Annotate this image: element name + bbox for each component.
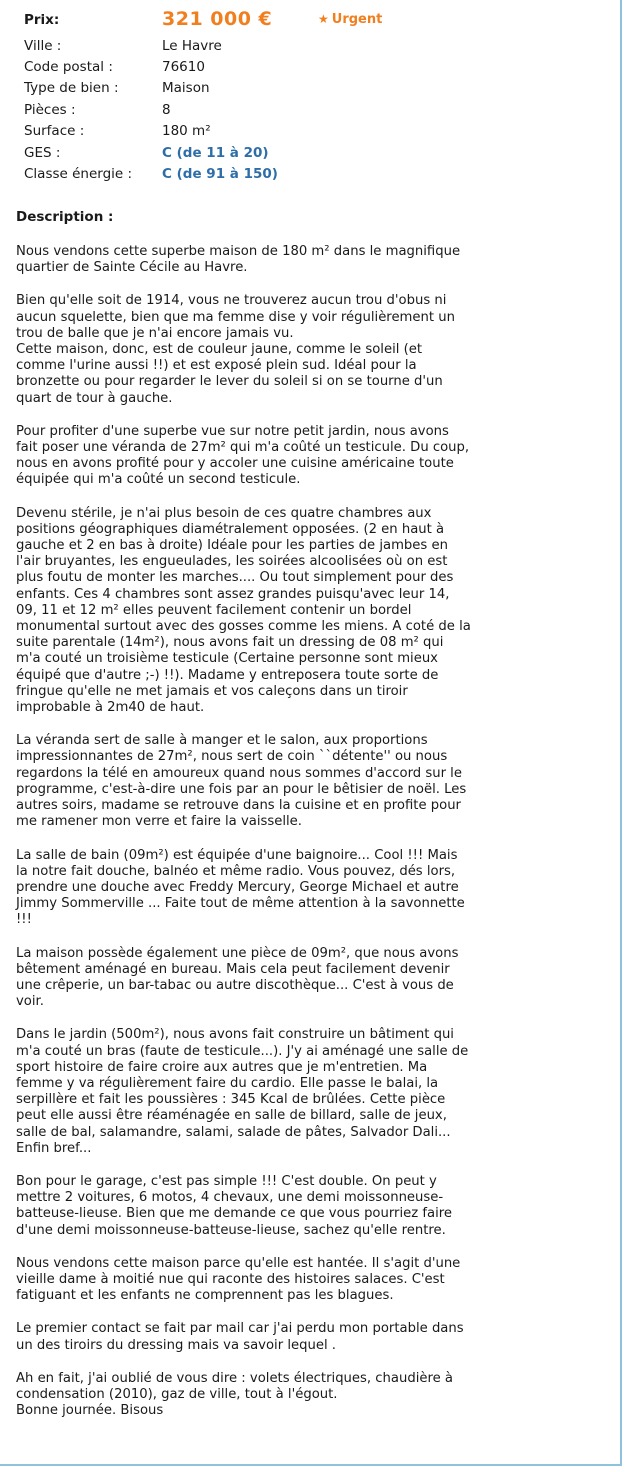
- spec-label: GES :: [24, 145, 61, 161]
- spec-value: 8: [162, 102, 171, 118]
- spec-row-type-de-bien: [0, 80, 620, 102]
- description-paragraph: Devenu stérile, je n'ai plus besoin de ces quatre chambres aux positions géographiques diamétralement opposées. (2 en haut à gauche et 2 en bas à droite) Idéale pour les parties de jambes en l'air bruyantes, les engueulades, les soirées alcoolisées où on est plus foutu de monter les marches.... Ou tout simplement pour des enfants. Ces 4 chambres sont assez grandes puisqu'avec leur 14, 09, 11 et 12 m² elles peuvent facilement contenir un bordel monumental surtout avec des gosses comme les miens. A coté de la suite parentale (14m²), nous avons fait un dressing de 08 m² qui m'a couté un troisième testicule (Certaine personne sont mieux équipé que d'autre ;-) !!). Madame y entreposera toute sorte de fringue qu'elle ne met jamais et vos caleçons dans un tiroir improbable à 2m40 de haut.: [16, 505, 471, 716]
- price-label: Prix:: [24, 12, 60, 28]
- spec-value: 180 m²: [162, 123, 211, 139]
- description-paragraph: Nous vendons cette superbe maison de 180 m² dans le magnifique quartier de Sainte Cécile au Havre.: [16, 244, 461, 276]
- spec-label: Surface :: [24, 123, 85, 139]
- urgent-badge: [318, 12, 382, 27]
- spec-value: Maison: [162, 80, 210, 96]
- description-paragraph: Bien qu'elle soit de 1914, vous ne trouverez aucun trou d'obus ni aucun squelette, bien que ma femme dise y voir régulièrement un trou de balle que je n'ai encore jamais vu. Cette maison, donc, est de couleur jaune, comme le soleil (et comme l'urine aussi !!) et est exposé plein sud. Idéal pour la bronzette ou pour regarder le lever du soleil si on se tourne d'un quart de tour à gauche.: [16, 293, 455, 406]
- star-icon: ★: [318, 12, 329, 26]
- energy-class-link[interactable]: C (de 91 à 150): [162, 166, 278, 182]
- ges-link[interactable]: C (de 11 à 20): [162, 145, 269, 161]
- spec-label: Classe énergie :: [24, 166, 133, 182]
- spec-label: Pièces :: [24, 102, 76, 118]
- spec-value: 76610: [162, 59, 205, 75]
- urgent-label: Urgent: [331, 12, 383, 27]
- spec-row-code-postal: [0, 59, 620, 81]
- description-paragraph: La véranda sert de salle à manger et le salon, aux proportions impressionnantes de 27m², nous sert de coin ``détente'' ou nous regardons la télé en amoureux quand nous sommes d'accord sur le programme, c'est-à-dire une fois par an pour le bêtisier de noël. Les autres soirs, madame se retrouve dans la cuisine et en profite pour me ramener mon verre et faire la vaisselle.: [16, 733, 467, 830]
- description-paragraph: Nous vendons cette maison parce qu'elle est hantée. Il s'agit d'une vieille dame à moitié nue qui raconte des histoires salaces. C'est fatiguant et les enfants ne comprennent pas les blagues.: [16, 1255, 461, 1304]
- price-row: [0, 12, 620, 34]
- spec-label: Type de bien :: [24, 80, 119, 96]
- spec-row-ges: [0, 145, 620, 167]
- spec-row-surface: [0, 123, 620, 145]
- spec-row-ville: [0, 38, 620, 60]
- description-paragraph: Le premier contact se fait par mail car j'ai perdu mon portable dans un des tiroirs du dressing mais va savoir lequel .: [16, 1321, 464, 1353]
- spec-row-pieces: [0, 102, 620, 124]
- spec-label: Ville :: [24, 38, 62, 54]
- description-paragraph: La salle de bain (09m²) est équipée d'une baignoire... Cool !!! Mais la notre fait douche, balnéo et même radio. Vous pouvez, dés lors, prendre une douche avec Freddy Mercury, George Michael et autre Jimmy Sommerville ... Faite tout de même attention à la savonnette !!!: [16, 847, 465, 928]
- description-paragraph: Ah en fait, j'ai oublié de vous dire : volets électriques, chaudière à condensation (2010), gaz de ville, tout à l'égout. Bonne journée. Bisous: [16, 1370, 454, 1419]
- description-paragraph: Bon pour le garage, c'est pas simple !!! C'est double. On peut y mettre 2 voitures, 6 motos, 4 chevaux, une demi moissonneuse- batteuse-lieuse. Bien que me demande ce que vous pourriez faire d'une demi moissonneuse-batteuse-lieuse, sachez qu'elle rentre.: [16, 1173, 452, 1238]
- description-paragraph: Pour profiter d'une superbe vue sur notre petit jardin, nous avons fait poser une véranda de 27m² qui m'a coûté un testicule. Du coup, nous en avons profité pour y accoler une cuisine américaine toute équipée qui m'a coûté un second testicule.: [16, 423, 470, 488]
- price-value: 321 000 €: [162, 8, 273, 30]
- description-title: Description :: [16, 209, 114, 225]
- spec-label: Code postal :: [24, 59, 113, 75]
- spec-value: Le Havre: [162, 38, 222, 54]
- spec-row-classe-energie: [0, 166, 620, 188]
- description-body: [16, 244, 544, 1436]
- description-paragraph: Dans le jardin (500m²), nous avons fait construire un bâtiment qui m'a couté un bras (faute de testicule...). J'y ai aménagé une salle de sport histoire de faire croire aux autres que je m'entretien. Ma femme y va régulièrement faire du cardio. Elle passe le balai, la serpillère et fait les poussières : 345 Kcal de brûlées. Cette pièce peut elle aussi être réaménagée en salle de billard, salle de jeux, salle de bal, salamandre, salami, salade de pâtes, Salvador Dali... Enfin bref...: [16, 1027, 469, 1156]
- description-paragraph: La maison possède également une pièce de 09m², que nous avons bêtement aménagé en bureau. Mais cela peut facilement devenir une crêperie, un bar-tabac ou autre discothèque... C'est à vous de voir.: [16, 945, 459, 1010]
